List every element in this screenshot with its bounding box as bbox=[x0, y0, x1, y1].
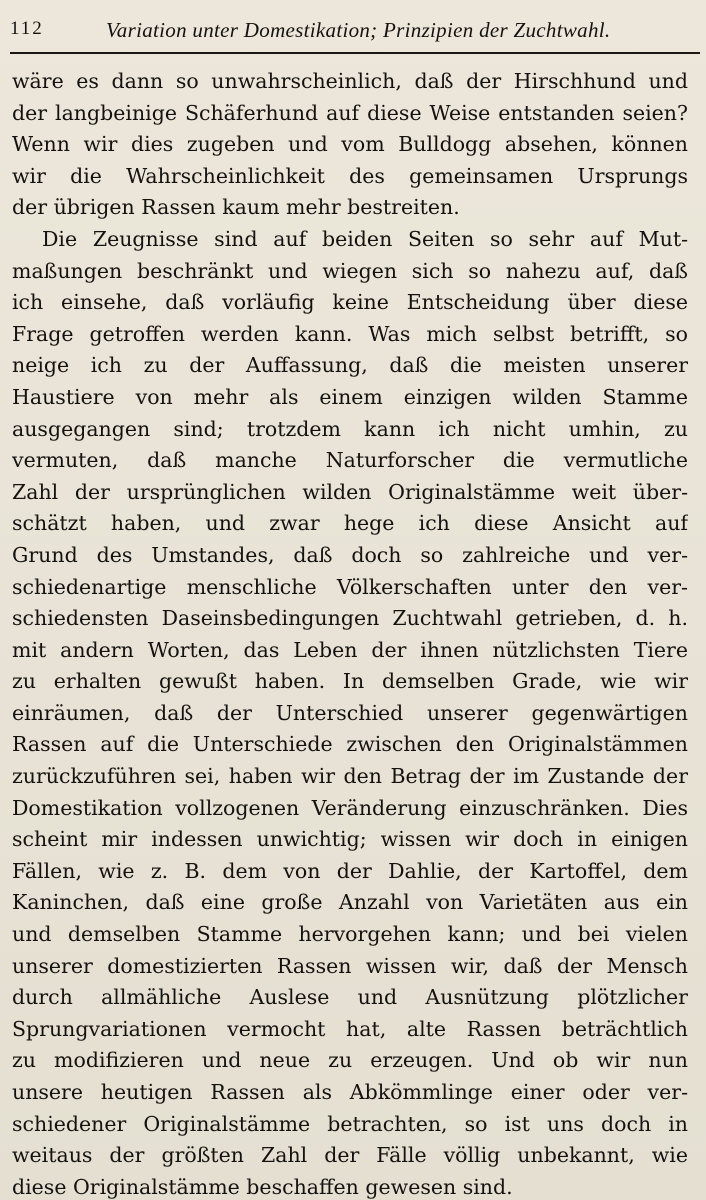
text-line: neige ich zu der Auffassung, daß die meisten unserer bbox=[12, 353, 688, 378]
body-text bbox=[12, 66, 688, 1200]
running-title: Variation unter Domestikation; Prinzipien der Zuchtwahl. bbox=[106, 18, 611, 42]
text-line: Haustiere von mehr als einem einzigen wilden Stamme bbox=[12, 384, 688, 409]
text-line: weitaus der größten Zahl der Fälle völlig unbekannt, wie bbox=[12, 1143, 688, 1168]
text-line: durch allmähliche Auslese und Ausnützung plötzlicher bbox=[12, 985, 688, 1010]
text-line: ich einsehe, daß vorläufig keine Entscheidung über diese bbox=[12, 290, 688, 315]
running-head bbox=[10, 18, 700, 52]
text-line: Domestikation vollzogenen Veränderung einzuschränken. Dies bbox=[12, 795, 688, 820]
text-line: Fällen, wie z. B. dem von der Dahlie, der Kartoffel, dem bbox=[12, 858, 688, 883]
text-line: Wenn wir dies zugeben und vom Bulldogg absehen, können bbox=[12, 132, 688, 157]
text-line: Grund des Umstandes, daß doch so zahlreiche und ver- bbox=[12, 542, 688, 567]
text-line: schiedensten Daseinsbedingungen Zuchtwahl getrieben, d. h. bbox=[12, 606, 688, 631]
text-line: wir die Wahrscheinlichkeit des gemeinsamen Ursprungs bbox=[12, 163, 688, 188]
text-line: und demselben Stamme hervorgehen kann; und bei vielen bbox=[12, 922, 688, 947]
text-line: zu erhalten gewußt haben. In demselben Grade, wie wir bbox=[12, 669, 688, 694]
text-line: unserer domestizierten Rassen wissen wir, daß der Mensch bbox=[12, 953, 688, 978]
text-line: ausgegangen sind; trotzdem kann ich nicht umhin, zu bbox=[12, 416, 688, 441]
paragraph bbox=[12, 66, 688, 224]
text-line: Frage getroffen werden kann. Was mich selbst betrifft, so bbox=[12, 321, 688, 346]
text-line: schiedener Originalstämme betrachten, so ist uns doch in bbox=[12, 1111, 688, 1136]
page-number: 112 bbox=[10, 18, 44, 39]
text-line: der übrigen Rassen kaum mehr bestreiten. bbox=[12, 195, 460, 220]
text-line: der langbeinige Schäferhund auf diese Weise entstanden seien? bbox=[12, 100, 688, 125]
text-line: mit andern Worten, das Leben der ihnen nützlichsten Tiere bbox=[12, 637, 688, 662]
text-line: scheint mir indessen unwichtig; wissen wir doch in einigen bbox=[12, 827, 688, 852]
text-line: schiedenartige menschliche Völkerschaften unter den ver- bbox=[12, 574, 688, 599]
text-line: maßungen beschränkt und wiegen sich so nahezu auf, daß bbox=[12, 258, 688, 283]
text-line: unsere heutigen Rassen als Abkömmlinge einer oder ver- bbox=[12, 1080, 688, 1104]
text-line: Zahl der ursprünglichen wilden Originalstämme weit über- bbox=[12, 479, 688, 504]
text-line: diese Originalstämme beschaffen gewesen sind. bbox=[12, 1174, 513, 1199]
header-rule bbox=[10, 52, 700, 54]
text-line: Rassen auf die Unterschiede zwischen den Originalstämmen bbox=[12, 732, 688, 757]
text-line: einräumen, daß der Unterschied unserer gegenwärtigen bbox=[12, 700, 688, 725]
text-line: zurückzuführen sei, haben wir den Betrag der im Zustande der bbox=[12, 764, 688, 789]
text-line: schätzt haben, und zwar hege ich diese Ansicht auf bbox=[12, 511, 688, 536]
text-line: wäre es dann so unwahrscheinlich, daß der Hirschhund und bbox=[12, 69, 688, 93]
text-line: vermuten, daß manche Naturforscher die vermutliche bbox=[12, 448, 688, 473]
paragraph bbox=[12, 224, 688, 1200]
text-line: Sprungvariationen vermocht hat, alte Rassen beträchtlich bbox=[12, 1016, 688, 1041]
text-line: zu modifizieren und neue zu erzeugen. Und ob wir nun bbox=[12, 1048, 688, 1073]
text-line: Kaninchen, daß eine große Anzahl von Varietäten aus ein bbox=[12, 890, 688, 915]
text-line: Die Zeugnisse sind auf beiden Seiten so sehr auf Mut- bbox=[42, 226, 688, 251]
